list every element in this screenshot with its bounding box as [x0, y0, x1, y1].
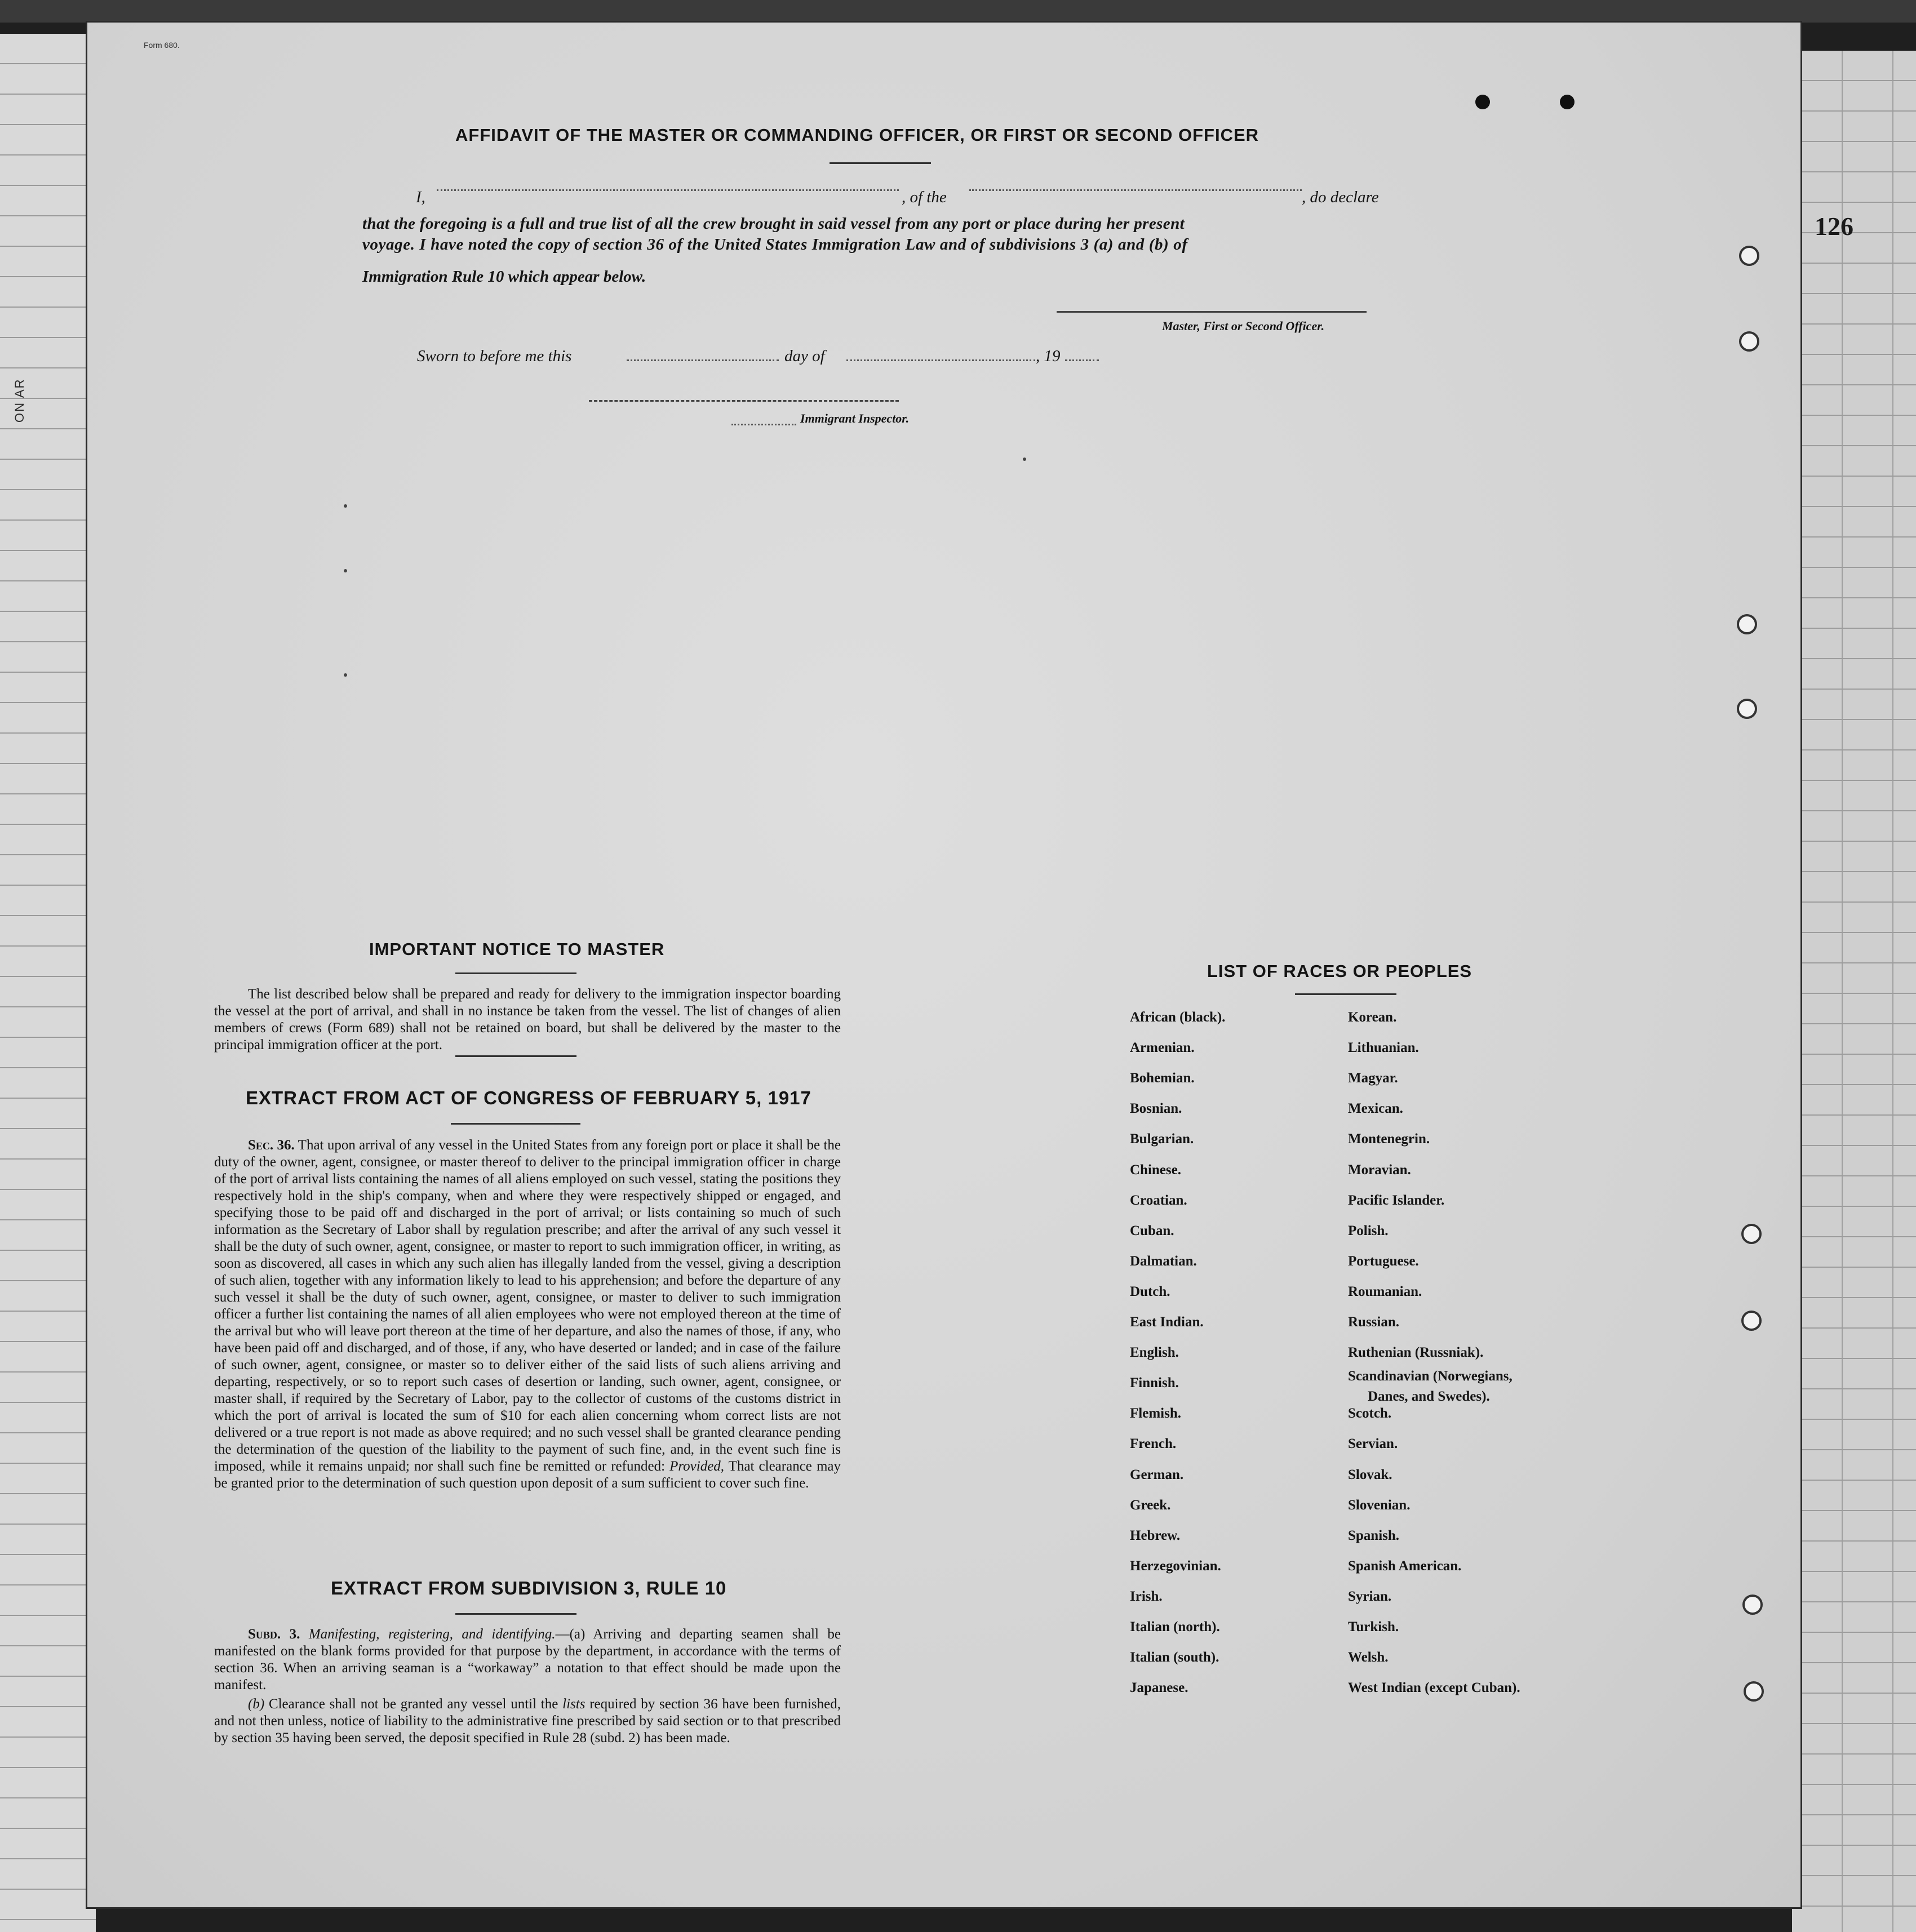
- races-rule: [1295, 993, 1396, 995]
- race-item: Dalmatian.: [1130, 1253, 1197, 1269]
- sworn-day-of: day of: [784, 347, 825, 365]
- act-extract-title: EXTRACT FROM ACT OF CONGRESS OF FEBRUARY 5, 1917: [246, 1087, 811, 1108]
- race-item: Chinese.: [1130, 1162, 1181, 1178]
- bleed-mark: [344, 673, 347, 677]
- binder-hole: [1741, 1311, 1762, 1331]
- race-item: Scotch.: [1348, 1406, 1392, 1422]
- form-number: Form 680.: [144, 41, 180, 50]
- race-item: Spanish American.: [1348, 1558, 1462, 1574]
- race-item: Scandinavian (Norwegians,: [1348, 1369, 1513, 1384]
- rule-a-text: [214, 1626, 841, 1694]
- race-item: Slovenian.: [1348, 1497, 1411, 1513]
- race-item: Mexican.: [1348, 1101, 1403, 1117]
- affidavit-line-2: that the foregoing is a full and true list of all the crew brought in said vessel from any port or place during her present: [362, 215, 1185, 233]
- sworn-prefix: Sworn to before me this: [417, 347, 572, 365]
- race-item: Spanish.: [1348, 1527, 1400, 1543]
- affidavit-declare: , do declare: [1302, 188, 1379, 206]
- race-item: Russian.: [1348, 1314, 1400, 1330]
- race-item: East Indian.: [1130, 1314, 1204, 1330]
- subd-italic: Manifesting, registering, and identifying.: [308, 1627, 556, 1642]
- notice-rule: [455, 972, 576, 974]
- race-item: Pacific Islander.: [1348, 1192, 1445, 1208]
- race-item: Armenian.: [1130, 1040, 1195, 1056]
- sec-label: Sec. 36.: [248, 1138, 295, 1153]
- signature-label: Master, First or Second Officer.: [1162, 319, 1325, 333]
- inspector-label: Immigrant Inspector.: [800, 411, 910, 425]
- races-title: LIST OF RACES OR PEOPLES: [1207, 961, 1473, 981]
- race-item: French.: [1130, 1436, 1177, 1452]
- race-item: African (black).: [1130, 1010, 1226, 1025]
- race-item: Ruthenian (Russniak).: [1348, 1345, 1484, 1361]
- binder-hole: [1737, 699, 1757, 719]
- subd-label: Subd. 3.: [248, 1627, 300, 1642]
- bleed-mark: [344, 569, 347, 572]
- name-blank[interactable]: [437, 189, 899, 191]
- provided-label: Provided,: [669, 1459, 725, 1474]
- left-margin-text: ON AR: [12, 378, 26, 423]
- race-item: Bosnian.: [1130, 1101, 1182, 1117]
- race-item: Korean.: [1348, 1010, 1397, 1025]
- race-item: Flemish.: [1130, 1406, 1181, 1422]
- rule-rule: [455, 1613, 576, 1615]
- title-rule: [830, 162, 931, 164]
- notice-title: IMPORTANT NOTICE TO MASTER: [369, 939, 665, 959]
- section-rule: [455, 1055, 576, 1057]
- binder-hole: [1741, 1224, 1762, 1244]
- act-body: That upon arrival of any vessel in the United States from any foreign port or place it shall be the duty of the owner, agent, consignee, or master thereof to deliver to the principal immigration officer in charge of the port of arrival lists containing the names of all aliens employed on such vessel, stating the positions they respectively hold in the ship's company, when and where they were respectively shipped or engaged, and specifying those to be paid off and discharged in the port of arrival; or lists containing so much of such information as the Secretary of Labor shall by regulation prescribe; and after the arrival of any such vessel it shall be the duty of such owner, agent, consignee, or master to report to such immigration officer, in writing, as soon as discovered, all cases in which any such alien has illegally landed from the vessel, giving a description of such alien, together with any information likely to lead to his apprehension; and before the departure of any such vessel it shall be the duty of such owner, agent, consignee, or master to deliver to such immigration officer a further list containing the names of all alien employees who were not employed thereon at the time of the arrival but who will leave port thereon at the time of her departure, and also the names of those, if any, who have been paid off and discharged, and of those, if any, who have deserted or landed; and in case of the failure of such owner, agent, consignee, or master so to deliver either of the said lists of such aliens arriving and departing, respectively, or so to report such cases of desertion or landing, such owner, agent, consignee, or master shall, if required by the Secretary of Labor, pay to the collector of customs of the customs district in which the port of arrival is located the sum of $10 for each alien concerning whom correct lists are not delivered or a true report is not made as above required; and no such vessel shall be granted clearance pending the determination of the question of the liability to the payment of such fine, and, in the event such fine is imposed, while it remains unpaid; nor shall such fine be remitted or refunded:: [214, 1138, 841, 1474]
- race-item: Croatian.: [1130, 1192, 1187, 1208]
- notice-text: The list described below shall be prepared and ready for delivery to the immigration inspector boarding the vessel at the port of arrival, and shall in no instance be taken from the vessel. The list of changes of alien members of crews (Form 689) shall not be retained on board, but shall be delivered by the master to the principal immigration officer at the port.: [214, 987, 841, 1052]
- race-item: Herzegovinian.: [1130, 1558, 1221, 1574]
- punch-mark: [1560, 95, 1575, 109]
- sworn-month-blank[interactable]: [846, 359, 1035, 361]
- rule-b-text: [214, 1696, 841, 1747]
- bleed-mark: [344, 504, 347, 508]
- binder-hole: [1742, 1595, 1763, 1615]
- act-extract-text: [214, 1137, 841, 1492]
- rule-b-body-2: required by section 36 have been furnished, and not then unless, notice of liability to the administrative fine prescribed by said section or to that prescribed by section 35 having been served, the deposit specified in Rule 28 (subd. 2) has been made.: [214, 1696, 841, 1746]
- race-item: West Indian (except Cuban).: [1348, 1680, 1520, 1696]
- binder-hole: [1739, 331, 1759, 352]
- form-sheet: [87, 23, 1800, 1907]
- provided-text: That clearance may be granted prior to the determination of such question upon deposit of a sum sufficient to cover such fine.: [214, 1459, 841, 1491]
- underlying-sheet-left: [0, 34, 96, 1932]
- b-lists: lists: [562, 1696, 586, 1712]
- race-item: Italian (south).: [1130, 1650, 1219, 1665]
- binder-hole: [1739, 246, 1759, 266]
- race-item: Italian (north).: [1130, 1619, 1220, 1635]
- race-item: Magyar.: [1348, 1071, 1398, 1086]
- underlying-sheet-right: [1792, 51, 1916, 1932]
- binder-hole: [1737, 614, 1757, 634]
- race-item: Moravian.: [1348, 1162, 1411, 1178]
- race-item: Portuguese.: [1348, 1253, 1419, 1269]
- race-item: Dutch.: [1130, 1283, 1170, 1299]
- affidavit-line-3: voyage. I have noted the copy of section 36 of the United States Immigration Law and of subdivisions 3 (a) and (b) of: [362, 236, 1188, 254]
- rule-extract-title: EXTRACT FROM SUBDIVISION 3, RULE 10: [331, 1578, 727, 1598]
- race-item: Polish.: [1348, 1223, 1389, 1238]
- affidavit-title: AFFIDAVIT OF THE MASTER OR COMMANDING OFFICER, OR FIRST OR SECOND OFFICER: [455, 125, 1259, 145]
- race-item: Turkish.: [1348, 1619, 1399, 1635]
- race-item-continuation: Danes, and Swedes).: [1368, 1389, 1490, 1405]
- race-item: Roumanian.: [1348, 1283, 1422, 1299]
- affidavit-of-the: , of the: [902, 188, 947, 206]
- race-item: Welsh.: [1348, 1650, 1389, 1665]
- background-edge: [0, 0, 1916, 23]
- signature-line[interactable]: [1057, 311, 1367, 313]
- race-item: Montenegrin.: [1348, 1131, 1430, 1147]
- vessel-blank[interactable]: [969, 189, 1302, 191]
- act-rule: [451, 1123, 580, 1125]
- b-label: (b): [248, 1696, 265, 1712]
- race-item: Finnish.: [1130, 1375, 1179, 1391]
- race-item: Bohemian.: [1130, 1071, 1195, 1086]
- inspector-dots: [731, 424, 796, 425]
- race-item: English.: [1130, 1345, 1179, 1361]
- race-item: Japanese.: [1130, 1680, 1188, 1696]
- bleed-mark: [1023, 458, 1026, 461]
- inspector-signature-line[interactable]: [589, 400, 899, 402]
- race-item: Syrian.: [1348, 1588, 1392, 1604]
- rule-a-body: —(a) Arriving and departing seamen shall be manifested on the blank forms provided for that purpose by the department, in accordance with the terms of section 36. When an arriving seaman is a “workaway” a notation to that effect should be made upon the manifest.: [214, 1627, 841, 1693]
- race-item: Cuban.: [1130, 1223, 1174, 1238]
- affidavit-line-1: [416, 188, 425, 207]
- race-item: Irish.: [1130, 1588, 1163, 1604]
- sworn-year: , 19: [1036, 347, 1061, 365]
- race-item: Bulgarian.: [1130, 1131, 1194, 1147]
- rule-b-body-1: Clearance shall not be granted any vessel until the: [268, 1696, 558, 1712]
- binder-hole: [1744, 1681, 1764, 1702]
- right-margin-number: 126: [1815, 212, 1853, 241]
- race-item: Greek.: [1130, 1497, 1171, 1513]
- punch-mark: [1475, 95, 1490, 109]
- race-item: German.: [1130, 1467, 1184, 1482]
- sworn-year-blank[interactable]: [1065, 359, 1099, 361]
- race-item: Lithuanian.: [1348, 1040, 1419, 1056]
- race-item: Slovak.: [1348, 1467, 1392, 1482]
- sworn-day-blank[interactable]: [627, 359, 779, 361]
- affidavit-i: I,: [416, 188, 425, 206]
- race-item: Servian.: [1348, 1436, 1398, 1452]
- affidavit-line-4: Immigration Rule 10 which appear below.: [362, 268, 646, 286]
- race-item: Hebrew.: [1130, 1527, 1181, 1543]
